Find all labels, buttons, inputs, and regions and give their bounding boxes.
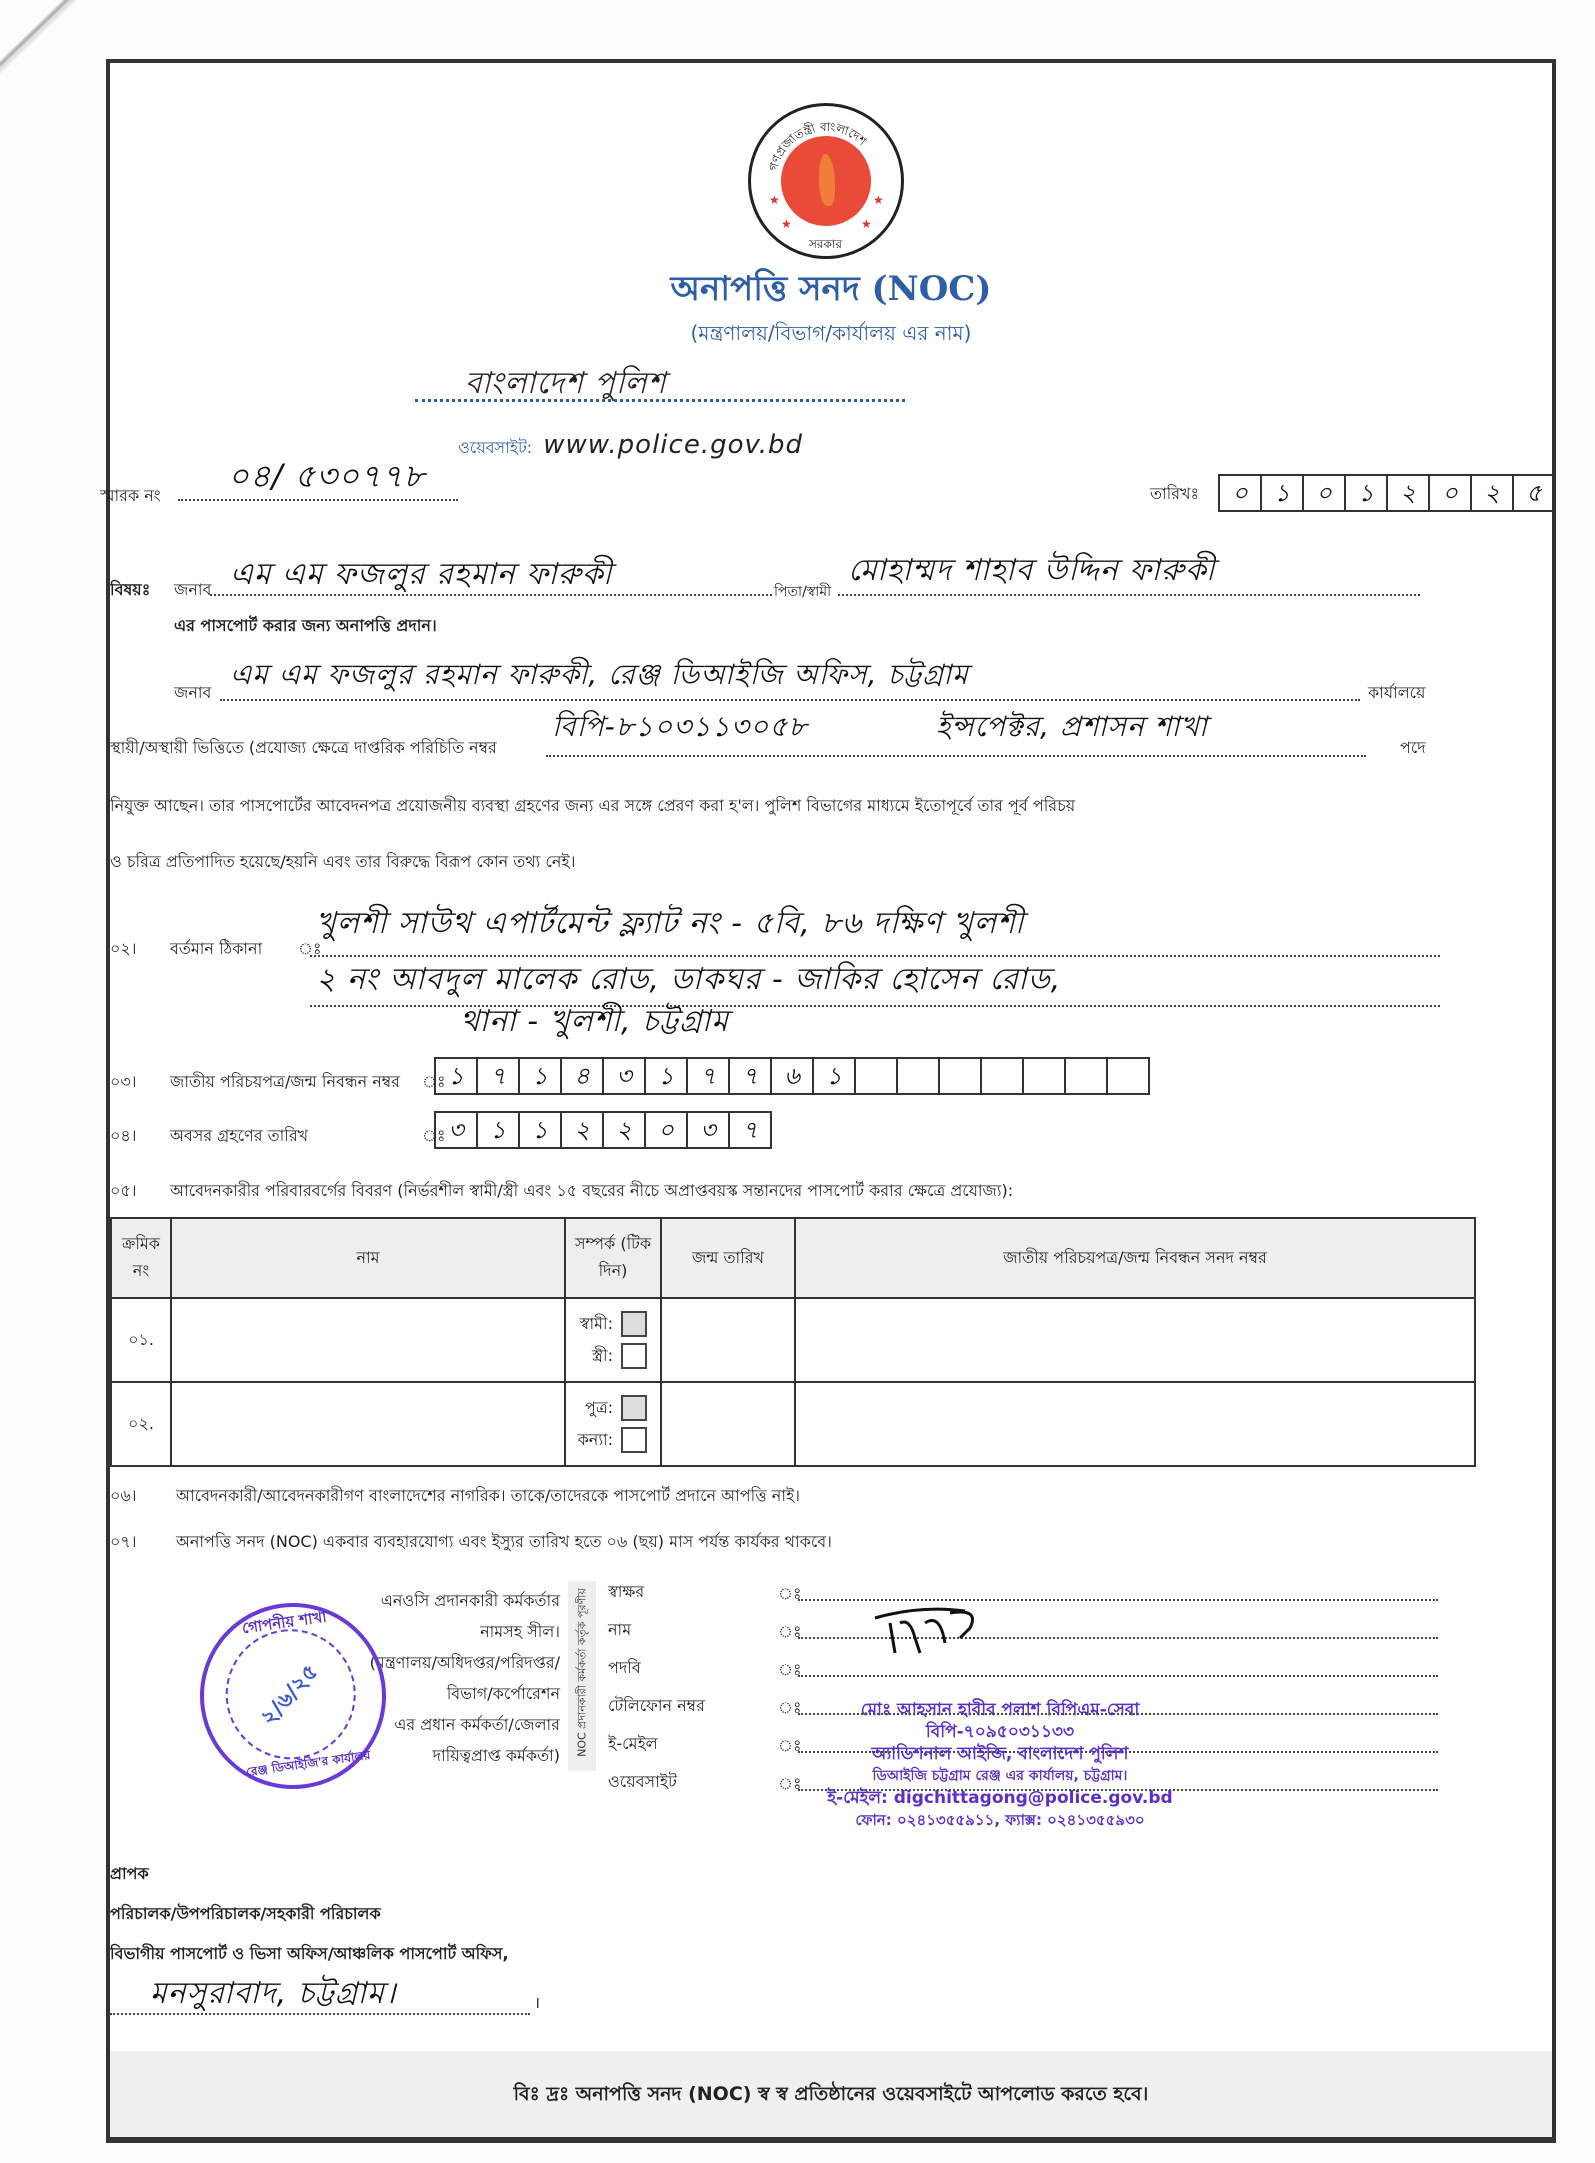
nid-digit-box[interactable]: ১ [436, 1059, 478, 1093]
father-name-field[interactable] [838, 553, 1420, 596]
date-digit-box[interactable]: ২ [1472, 476, 1514, 510]
retirement-digit-box[interactable]: ২ [562, 1113, 604, 1147]
stamp-line: ডিআইজি চট্টগ্রাম রেঞ্জ এর কার্যালয়, চট্টগ্রাম। [872, 1768, 1128, 1784]
nid-digit-box[interactable]: ৭ [688, 1059, 730, 1093]
footer-note: বিঃ দ্রঃ অনাপত্তি সনদ (NOC) স্ব স্ব প্রতিষ্ঠানের ওয়েবসাইটে আপলোড করতে হবে। [110, 2051, 1552, 2137]
nid-digit-box[interactable]: ৪ [562, 1059, 604, 1093]
recipient-line1: পরিচালক/উপপরিচালক/সহকারী পরিচালক [110, 1904, 381, 1923]
nid-colon: ঃ [422, 1072, 446, 1091]
nid-digit-box[interactable] [982, 1059, 1024, 1093]
address-colon: ঃ [298, 939, 322, 958]
table-row [111, 1298, 1475, 1382]
seal-date: ২/৬/২৫ [256, 1659, 324, 1731]
date-label [1150, 481, 1199, 508]
row-relation-cell [565, 1298, 661, 1382]
family-table [110, 1217, 1476, 1467]
relation-label: স্ত্রী: [592, 1345, 613, 1365]
paragraph-line2: ও চরিত্র প্রতিপাদিত হয়েছে/হয়নি এবং তার বিরুদ্ধে বিরূপ কোন তথ্য নেই। [110, 852, 576, 871]
subject-line2: এর পাসপোর্ট করার জন্য অনাপত্তি প্রদান। [174, 616, 437, 635]
signature-scribble-icon [870, 1603, 990, 1663]
officer-line: এর প্রধান কর্মকর্তা/জেলার [394, 1715, 560, 1734]
officer-field-input[interactable] [798, 1673, 1438, 1677]
validity-text: অনাপত্তি সনদ (NOC) একবার ব্যবহারযোগ্য এবং ইস্যুর তারিখ হতে ০৬ (ছয়) মাস পর্যন্ত কার্যকর থাকবে। [176, 1532, 832, 1551]
svg-text:★: ★ [781, 217, 792, 231]
row-name-cell[interactable] [171, 1382, 565, 1466]
emblem-text-bottom: সরকার [809, 237, 843, 251]
nid-digit-box[interactable] [1024, 1059, 1066, 1093]
seal-text-top: গোপনীয় শাখা [240, 1607, 328, 1638]
table-row [111, 1382, 1475, 1466]
relation-label: কন্যা: [577, 1429, 613, 1449]
retirement-digit-box[interactable]: ৩ [688, 1113, 730, 1147]
officer-field-label: পদবি [608, 1658, 641, 1677]
officer-field-label: ই-মেইল [608, 1734, 658, 1753]
svg-text:★: ★ [769, 193, 780, 207]
date-digit-box[interactable]: ০ [1430, 476, 1472, 510]
paragraph-line1: নিযুক্ত আছেন। তার পাসপোর্টের আবেদনপত্র প্রয়োজনীয় ব্যবস্থা গ্রহণের জন্য এর সঙ্গে প্রেরণ করা হ'ল। পুলিশ বিভাগের মাধ্যমে ইতোপূর্বে তার পূর্ব পরিচয় [110, 796, 1076, 815]
officer-line: (মন্ত্রণালয়/অধিদপ্তর/পরিদপ্তর/ [369, 1653, 560, 1672]
officer-field-row [608, 1651, 1448, 1681]
stamp-line: ই-মেইল: digchittagong@police.gov.bd [827, 1788, 1173, 1808]
nid-digit-box[interactable]: ১ [814, 1059, 856, 1093]
officer-line: এনওসি প্রদানকারী কর্মকর্তার [380, 1591, 560, 1610]
bangladesh-map-icon [819, 154, 835, 206]
retirement-digit-box[interactable]: ১ [478, 1113, 520, 1147]
address-num: ০২। [110, 939, 137, 958]
officer-line: দায়িত্বপ্রাপ্ত কর্মকর্তা) [432, 1746, 560, 1765]
retirement-label: অবসর গ্রহণের তারিখ [170, 1126, 309, 1145]
memo-label: স্মারক নং [100, 486, 161, 505]
id-designation-field[interactable] [546, 710, 1366, 757]
retirement-colon: ঃ [422, 1126, 446, 1145]
address-label: বর্তমান ঠিকানা [170, 939, 263, 958]
date-digit-box[interactable]: ১ [1346, 476, 1388, 510]
recipient-location-value: মনসুরাবাদ, চট্টগ্রাম। [150, 1976, 397, 2011]
signature [870, 1603, 990, 1667]
family-num: ০৫। [110, 1181, 137, 1200]
relation-label: পুত্র: [584, 1397, 613, 1417]
website-label: ওয়েবসাইট: [458, 438, 533, 457]
officer-field-label: ওয়েবসাইট [608, 1772, 677, 1791]
father-name-value: মোহাম্মদ শাহাব উদ্দিন ফারুকী [848, 553, 1216, 588]
address-line2-value: ২ নং আবদুল মালেক রোড, ডাকঘর - জাকির হোসেন রোড, [316, 962, 1062, 997]
validity-num: ০৭। [110, 1532, 137, 1551]
nid-digit-box[interactable] [1066, 1059, 1108, 1093]
relation-label: স্বামী: [579, 1313, 613, 1333]
date-digit-box[interactable]: ৫ [1526, 479, 1542, 507]
nid-digit-box[interactable]: ৩ [604, 1059, 646, 1093]
office-suffix: কার্যালয়ে [1368, 683, 1426, 702]
officer-field-label: স্বাক্ষর [608, 1582, 645, 1601]
permanent-label: স্থায়ী/অস্থায়ী ভিত্তিতে (প্রযোজ্য ক্ষেত্রে দাপ্তরিক পরিচিতি নম্বর [110, 738, 497, 757]
officer-field-colon: ঃ [778, 1698, 802, 1717]
family-table-header [111, 1218, 1475, 1298]
row-relation-cell [565, 1382, 661, 1466]
col-relation: সম্পর্ক (টিক দিন) [565, 1218, 661, 1298]
col-nid: জাতীয় পরিচয়পত্র/জন্ম নিবন্ধন সনদ নম্বর [795, 1218, 1475, 1298]
recipient-line2: বিভাগীয় পাসপোর্ট ও ভিসা অফিস/আঞ্চলিক পাসপোর্ট অফিস, [110, 1944, 509, 1963]
website-row [458, 430, 803, 462]
nid-digit-box[interactable] [898, 1059, 940, 1093]
government-emblem [748, 103, 904, 259]
father-label: পিতা/স্বামী [774, 584, 832, 600]
citizen-text: আবেদনকারী/আবেদনকারীগণ বাংলাদেশের নাগরিক। তাকে/তাদেরকে পাসপোর্ট প্রদানে আপত্তি নাই। [176, 1486, 801, 1505]
subject-name-field[interactable] [210, 558, 772, 596]
officer-line: নামসহ সীল। [480, 1622, 560, 1641]
nid-digit-box[interactable]: ১ [646, 1059, 688, 1093]
row-nid-cell[interactable] [795, 1382, 1475, 1466]
officer-field-row [608, 1613, 1448, 1643]
relation-checkbox[interactable] [621, 1343, 647, 1369]
recipient-location-field[interactable] [110, 1973, 530, 2015]
recipient-label: প্রাপক [110, 1864, 149, 1883]
emblem-text-top: গণপ্রজাতন্ত্রী বাংলাদেশ [766, 119, 870, 173]
date-digit-box[interactable]: ০ [1304, 476, 1346, 510]
noc-vertical-strip [568, 1581, 596, 1771]
address-line1-field[interactable] [310, 906, 1440, 957]
officer-field-colon: ঃ [778, 1660, 802, 1679]
vertical-label: NOC প্রদানকারী কর্মকর্তা কর্তৃক পূরণীয় [575, 1588, 589, 1757]
nid-digit-box[interactable]: ৭ [478, 1059, 520, 1093]
designation-value: ইন্সপেক্টর, প্রশাসন শাখা [936, 710, 1208, 743]
memo-value: ০৪/ ৫৩০৭৭৮ [228, 457, 426, 495]
nid-digit-box[interactable] [856, 1059, 898, 1093]
stamp-line: বিপি-৭০৯৫০৩১১৩৩ [925, 1722, 1075, 1742]
officer-field-colon: ঃ [778, 1736, 802, 1755]
retirement-digit-box[interactable]: ০ [646, 1113, 688, 1147]
family-label: আবেদনকারীর পরিবারবর্গের বিবরণ (নির্ভরশীল স্বামী/স্ত্রী এবং ১৫ বছরের নীচে অপ্রাপ্তবয়স্ক সন্তানদের পাসপোর্ট করার ক্ষেত্রে প্রযোজ্য): [170, 1181, 1014, 1200]
page-title: অনাপত্তি সনদ (NOC) [670, 269, 992, 309]
nid-boxes[interactable] [434, 1057, 1150, 1095]
date-boxes[interactable] [1218, 474, 1556, 512]
nid-digit-box[interactable]: ৬ [772, 1059, 814, 1093]
nid-num: ০৩। [110, 1072, 137, 1091]
subject-name-value: এম এম ফজলুর রহমান ফারুকী [230, 557, 613, 592]
ministry-name-field[interactable] [415, 363, 905, 402]
nid-digit-box[interactable]: ৭ [730, 1059, 772, 1093]
date-label-text: তারিখঃ [1150, 484, 1200, 503]
nid-label: জাতীয় পরিচয়পত্র/জন্ম নিবন্ধন নম্বর [170, 1072, 400, 1091]
retirement-digit-box[interactable]: ৩ [436, 1113, 478, 1147]
nid-digit-box[interactable]: ১ [520, 1059, 562, 1093]
date-digit-box[interactable]: ০ [1220, 476, 1262, 510]
row-name-cell[interactable] [171, 1298, 565, 1382]
svg-text:★: ★ [861, 217, 872, 231]
nid-digit-box[interactable] [940, 1059, 982, 1093]
row-nid-cell[interactable] [795, 1298, 1475, 1382]
website-value[interactable]: www.police.gov.bd [543, 430, 804, 460]
row-serial: ০২. [111, 1382, 171, 1466]
ministry-name-value: বাংলাদেশ পুলিশ [465, 366, 667, 401]
retirement-num: ০৪। [110, 1126, 137, 1145]
nid-digit-box[interactable] [1108, 1059, 1148, 1093]
retirement-digit-box[interactable]: ২ [604, 1113, 646, 1147]
row-dob-cell[interactable] [661, 1382, 795, 1466]
officer-line: বিভাগ/কর্পোরেশন [446, 1684, 560, 1703]
address-line3-value: থানা - খুলশী, চট্টগ্রাম [460, 1004, 730, 1039]
body-name-office-field[interactable] [220, 659, 1360, 701]
relation-checkbox[interactable] [621, 1311, 647, 1337]
subject-label: বিষয়ঃ [110, 580, 151, 599]
relation-checkbox[interactable] [621, 1395, 647, 1421]
officer-field-label: নাম [608, 1620, 632, 1639]
emblem-red-disc [781, 136, 871, 226]
seal-text-bottom: রেঞ্জ ডিআইজি'র কার্যালয় [245, 1747, 372, 1780]
noc-form: গণপ্রজাতন্ত্রী বাংলাদেশ সরকার ★ ★ ★ ★ অনাপত্তি সনদ (NOC) (মন্ত্রণালয়/বিভাগ/কার্যালয় এর নাম) বাংলাদেশ পুলিশ ওয়েবসাইট: www.police.gov.bd স্মারক নং ০৪/ ৫৩০৭৭৮ তারিখঃ ০ ১ ০ ১ ২ ০ ২ ৫ বিষয়ঃ জনাব এম এম ফজলুর রহমান ফারুকী পিতা/স্বামী মোহাম্মদ শাহাব উদ্দিন ফারুকী এর পাসপোর্ট করার জন্য অনাপত্তি প্রদান। জনাব এম এম ফজলুর রহমান ফারুকী, রেঞ্জ ডিআইজি অফিস, চট্টগ্রাম কার্যালয়ে স্থায়ী/অস্থায়ী ভিত্তিতে (প্রযোজ্য ক্ষেত্রে দাপ্তরিক পরিচিতি নম্বর বিপি-৮১০৩১১৩০৫৮ ইন্সপেক্টর, প্রশাসন শাখা পদে নিযুক্ত আছেন। তার পাসপোর্টের আবেদনপত্র প্রয়োজনীয় ব্যবস্থা গ্রহণের জন্য এর সঙ্গে প্রেরণ করা হ'ল। পুলিশ বিভাগের মাধ্যমে ইতোপূর্বে তার পূর্ব পরিচয় ও চরিত্র প্রতিপাদিত হয়েছে/হয়নি এবং তার বিরুদ্ধে বিরূপ কোন তথ্য নেই। ০২। বর্তমান ঠিকানা ঃ খুলশী সাউথ এপার্টমেন্ট ফ্ল্যাট নং - ৫বি, ৮৬ দক্ষিণ খুলশী ২ নং আবদুল মালেক রোড, ডাকঘর - জাকির হোসেন রোড, থানা - খুলশী, চট্টগ্রাম ০৩। জাতীয় পরিচয়পত্র/জন্ম নিবন্ধন নম্বর ঃ ১ ৭ ১ ৪ ৩ ১ ৭ ৭ ৬ ১ ০৪। অবসর গ্রহণের তারিখ ঃ ৩ ১ ১ ২ ২ ০ ৩ ৭ ০৫। আবেদনকারীর পরিবারবর্গের বিবরণ (নির্ভরশীল স্বামী/স্ত্রী এবং ১৫ বছরের নীচে অপ্রাপ্তবয়স্ক সন্তানদের পাসপোর্ট করার ক্ষেত্রে প্রযোজ্য): ক্রমিক নং নাম সম্পর্ক (টিক দিন) জন্ম তারিখ জাতীয় পরিচয়পত্র/জন্ম নিবন্ধন সনদ নম্বর ০১. স্বামী: স্ত্রী: ০২. পুত্র: কন্যা: ০৬। আবেদনকারী/আবেদনকারীগণ বাংলাদেশের নাগরিক। তাকে/তাদেরকে পাসপোর্ট প্রদানে আপত্তি নাই। ০৭। অনাপত্তি সনদ (NOC) একবার ব্যবহারযোগ্য এবং ইস্যুর তারিখ হতে ০৬ (ছয়) মাস পর্যন্ত কার্যকর থাকবে। এনওসি প্রদানকারী কর্মকর্তার নামসহ সীল। (মন্ত্রণালয়/অধিদপ্তর/পরিদপ্তর/ বিভাগ/কর্পোরেশন এর প্রধান কর্মকর্তা/জেলার দায়িত্বপ্রাপ্ত কর্মকর্তা) NOC প্রদানকারী কর্মকর্তা কর্তৃক পূরণীয় স্বাক্ষর ঃ নাম ঃ পদবি ঃ টেলিফোন নম্বর ঃ ই-মেইল ঃ ওয়েবসাইট ঃ মোঃ আহসান হাবীব পলাশ বিপিএম-সেবা বিপি-৭০৯৫০৩১১৩৩ অ্যাডিশনাল আইজি, বাংলাদেশ পুলিশ ডিআইজি চট্টগ্রাম রেঞ্জ এর কার্যালয়, চট্টগ্রাম। ই-মেইল: digchittagong@police.gov.bd ফোন: ০২৪১৩৫৫৯১১, ফ্যাক্স: ০২৪১৩৫৫৯৩০ গোপনীয় শাখা রেঞ্জ ডিআইজি'র কার্যালয় ২/৬/২৫ প্রাপক পরিচালক/উপপরিচালক/সহকারী পরিচালক বিভাগীয় পাসপোর্ট ও ভিসা অফিস/আঞ্চলিক পাসপোর্ট অফিস, মনসুরাবাদ, চট্টগ্রাম। । বিঃ দ্রঃ অনাপত্তি সনদ (NOC) স্ব স্ব প্রতিষ্ঠানের ওয়েবসাইটে আপলোড করতে হবে। [106, 59, 1556, 2143]
retirement-digit-box[interactable]: ৭ [742, 1116, 758, 1144]
subject-janab-label: জনাব [174, 580, 212, 599]
col-serial: ক্রমিক নং [111, 1218, 171, 1298]
stamp-line: মোঃ আহসান হাবীব পলাশ বিপিএম-সেবা [860, 1700, 1140, 1720]
date-digit-box[interactable]: ২ [1388, 476, 1430, 510]
officer-field-input[interactable] [798, 1597, 1438, 1601]
relation-checkbox[interactable] [621, 1427, 647, 1453]
col-dob: জন্ম তারিখ [661, 1218, 795, 1298]
officer-field-colon: ঃ [778, 1622, 802, 1641]
retirement-digit-box[interactable]: ১ [520, 1113, 562, 1147]
officer-field-colon: ঃ [778, 1584, 802, 1603]
officer-field-label: টেলিফোন নম্বর [608, 1696, 705, 1715]
citizen-num: ০৬। [110, 1486, 137, 1505]
address-line1-value: খুলশী সাউথ এপার্টমেন্ট ফ্ল্যাট নং - ৫বি, ৮৬ দক্ষিণ খুলশী [316, 906, 1025, 941]
page-subtitle: (মন্ত্রণালয়/বিভাগ/কার্যালয় এর নাম) [690, 321, 972, 345]
body-name-office-value: এম এম ফজলুর রহমান ফারুকী, রেঞ্জ ডিআইজি অফিস, চট্টগ্রাম [230, 658, 969, 691]
id-number-value: বিপি-৮১০৩১১৩০৫৮ [552, 710, 808, 743]
body-janab-label: জনাব [174, 683, 212, 702]
officer-field-colon: ঃ [778, 1774, 802, 1793]
col-name: নাম [171, 1218, 565, 1298]
officer-field-row [608, 1575, 1448, 1605]
svg-text:★: ★ [873, 193, 884, 207]
stamp-line: ফোন: ০২৪১৩৫৫৯১১, ফ্যাক্স: ০২৪১৩৫৫৯৩০ [855, 1811, 1145, 1829]
row-serial: ০১. [111, 1298, 171, 1382]
row-dob-cell[interactable] [661, 1298, 795, 1382]
date-digit-box[interactable]: ১ [1262, 476, 1304, 510]
officer-stamp [810, 1699, 1190, 1831]
memo-field[interactable] [178, 459, 458, 501]
stamp-line: অ্যাডিশনাল আইজি, বাংলাদেশ পুলিশ [871, 1744, 1129, 1764]
memo-row [100, 483, 161, 510]
address-line3-field[interactable] [330, 1003, 830, 1045]
retirement-boxes[interactable] [434, 1111, 772, 1149]
post-suffix: পদে [1400, 738, 1426, 757]
